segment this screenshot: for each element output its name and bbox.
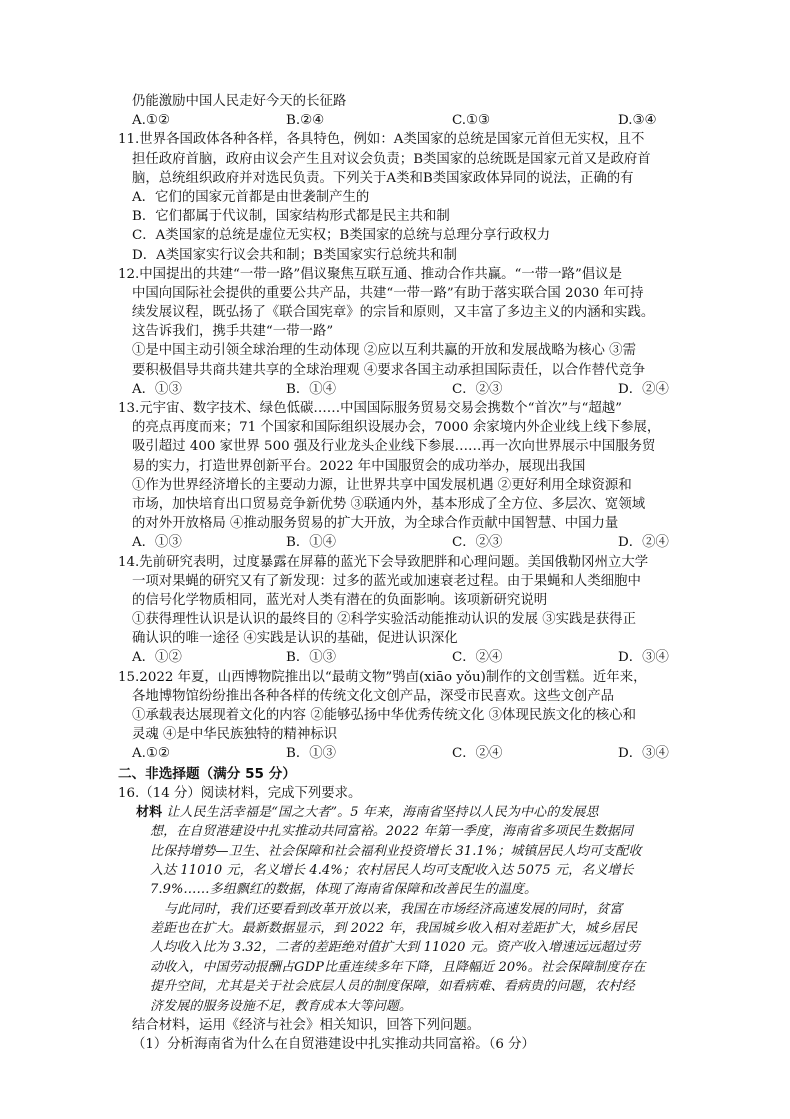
q14-stem-2: 一项对果蝇的研究又有了新发现：过多的蓝光或加速衰老过程。由于果蝇和人类细胞中 bbox=[132, 573, 641, 589]
q13-items-2: 市场，加快培育出口贸易竞争新优势 ③联通内外，基本形成了全方位、多层次、宽领域 bbox=[132, 496, 646, 512]
q14-option-b: B．①③ bbox=[286, 650, 337, 666]
material-label: 材料 bbox=[136, 804, 163, 820]
q13-items-1: ①作为世界经济增长的主要动力源，让世界共享中国发展机遇 ②更好利用全球资源和 bbox=[132, 477, 632, 493]
q16-material-line: 差距也在扩大。最新数据显示，到 2022 年，我国城乡收入相对差距扩大，城乡居民 bbox=[150, 921, 638, 937]
q12-option-d: D．②④ bbox=[618, 381, 669, 397]
q15-items-1: ①承载表达展现着文化的内容 ②能够弘扬中华优秀传统文化 ③体现民族文化的核心和 bbox=[132, 708, 636, 723]
q16-material-line: 比保持增势—卫生、社会保障和社会福利业投资增长 31.1%；城镇居民人均可支配收 bbox=[150, 843, 642, 859]
q16-material-line: 动收入，中国劳动报酬占GDP比重连续多年下降，且降幅近 20%。社会保障制度存在 bbox=[150, 959, 646, 975]
q10-option-c: C.①③ bbox=[452, 113, 491, 129]
q15-option-d: D．③④ bbox=[618, 746, 669, 762]
q12-stem-3: 续发展议程，既弘扬了《联合国宪章》的宗旨和原则，又丰富了多边主义的内涵和实践。 bbox=[132, 305, 655, 321]
q15-option-c: C．②④ bbox=[452, 746, 503, 762]
q16-material-text: 让人民生活幸福是“国之大者”。5 年来，海南省坚持以人民为中心的发展思 bbox=[162, 804, 599, 820]
q12-option-a: A．①③ bbox=[132, 381, 182, 397]
q16-material-line: 人均收入比为 3.32，二者的差距绝对值扩大到 11020 元。资产收入增速远远超过劳 bbox=[150, 940, 640, 956]
q12-option-c: C．②③ bbox=[452, 381, 503, 397]
q12-items-1: ①是中国主动引领全球治理的生动体现 ②应以互利共赢的开放和发展战略为核心 ③需 bbox=[132, 343, 636, 359]
q15-items-2: 灵魂 ④是中华民族独特的精神标识 bbox=[132, 727, 338, 743]
q13-stem-4: 易的实力，打造世界创新平台。2022 年中国服贸会的成功举办，展现出我国 bbox=[132, 458, 586, 474]
q11-stem-3: 脑，总统组织政府并对选民负责。下列关于A类和B类国家政体异同的说法，正确的有 bbox=[132, 170, 634, 186]
q10-option-b: B.②④ bbox=[286, 113, 325, 129]
q10-option-a: A.①② bbox=[132, 113, 170, 129]
q14-option-a: A．①② bbox=[132, 650, 182, 666]
q16-material-line: 与此同时，我们还要看到改革开放以来，我国在市场经济高速发展的同时，贫富 bbox=[164, 901, 623, 917]
q16-material-line: 济发展的服务设施不足，教育成本大等问题。 bbox=[150, 998, 413, 1014]
q16-material-line: 入达 11010 元，名义增长 4.4%；农村居民人均可支配收入达 5075 元，名义增长 bbox=[150, 862, 634, 878]
q11-choice-b: B．它们都属于代议制，国家结构形式都是民主共和制 bbox=[132, 209, 450, 225]
q14-stem-1: 14.先前研究表明，过度暴露在屏幕的蓝光下会导致肥胖和心理问题。美国俄勒冈州立大学 bbox=[118, 554, 649, 570]
q10-options bbox=[118, 111, 678, 130]
q10-option-d: D.③④ bbox=[618, 113, 657, 129]
q15-stem-1: 15.2022 年夏，山西博物院推出以“最萌文物”鸮卣(xiāo yǒu)制作的文创雪糕。近年来， bbox=[118, 669, 647, 685]
q10-tail: 仍能激励中国人民走好今天的长征路 bbox=[132, 94, 347, 109]
q16-material-line: 想，在自贸港建设中扎实推动共同富裕。2022 年第一季度，海南省多项民生数据同 bbox=[150, 824, 634, 840]
q16-material-line bbox=[118, 803, 678, 822]
q12-stem-1: 12.中国提出的共建“一带一路”倡议聚焦互联互通、推动合作共赢。“一带一路”倡议是 bbox=[118, 266, 622, 282]
q11-choice-a: A．它们的国家元首都是由世袭制产生的 bbox=[132, 189, 370, 205]
q11-choice-c: C．A类国家的总统是虚位无实权；B类国家的总统与总理分享行政权力 bbox=[132, 228, 551, 244]
q13-stem-3: 吸引超过 400 家世界 500 强及行业龙头企业线下参展……再一次向世界展示中国服务贸 bbox=[132, 439, 656, 455]
q12-items-2: 要积极倡导共商共建共享的全球治理观 ④要求各国主动承担国际责任，以合作替代竞争 bbox=[132, 362, 646, 378]
q13-stem-1: 13.元宇宙、数字技术、绿色低碳……中国国际服务贸易交易会携数个“首次”与“超越” bbox=[118, 401, 622, 416]
q14-items-1: ①获得理性认识是认识的最终目的 ②科学实验活动能推动认识的发展 ③实践是获得正 bbox=[132, 612, 636, 628]
q12-stem-4: 这告诉我们，携手共建“一带一路” bbox=[132, 324, 334, 340]
q12-options bbox=[118, 380, 678, 399]
q13-option-b: B．①④ bbox=[286, 535, 337, 551]
q13-options bbox=[118, 533, 678, 552]
q16-sub-question-1: （1）分析海南省为什么在自贸港建设中扎实推动共同富裕。（6 分） bbox=[132, 1037, 535, 1053]
q14-option-c: C．②④ bbox=[452, 650, 503, 666]
q13-option-d: D．②④ bbox=[618, 535, 669, 551]
q16-material-line: 7.9%……多组飘红的数据，体现了海南省保障和改善民生的温度。 bbox=[150, 882, 538, 898]
q14-stem-3: 的信号化学物质相同，蓝光对人类有潜在的负面影响。该项新研究说明 bbox=[132, 592, 548, 608]
q13-option-a: A．①③ bbox=[132, 535, 182, 551]
q12-stem-2: 中国向国际社会提供的重要公共产品，共建“一带一路”有助于落实联合国 2030 年可持 bbox=[132, 285, 644, 301]
q11-choice-d: D．A类国家实行议会共和制；B类国家实行总统共和制 bbox=[132, 247, 457, 263]
q14-option-d: D．③④ bbox=[618, 650, 669, 666]
section-2-title: 二、非选择题（满分 55 分） bbox=[118, 765, 296, 782]
q15-options bbox=[118, 744, 678, 763]
q16-header: 16.（14 分）阅读材料，完成下列要求。 bbox=[118, 785, 362, 801]
q13-stem-2: 的亮点再度而来；71 个国家和国际组织设展办会，7000 余家境内外企业线上线下参展， bbox=[132, 420, 661, 436]
q14-options bbox=[118, 648, 678, 667]
q15-option-a: A.①② bbox=[132, 746, 170, 762]
q11-stem-1: 11.世界各国政体各种各样，各具特色，例如：A类国家的总统是国家元首但无实权，且不 bbox=[118, 132, 645, 148]
exam-page bbox=[118, 92, 678, 1055]
q13-items-3: 的对外开放格局 ④推动服务贸易的扩大开放，为全球合作贡献中国智慧、中国力量 bbox=[132, 516, 619, 532]
q13-option-c: C．②③ bbox=[452, 535, 503, 551]
q11-stem-2: 担任政府首脑，政府由议会产生且对议会负责；B类国家的总统既是国家元首又是政府首 bbox=[132, 151, 651, 167]
q15-stem-2: 各地博物馆纷纷推出各种各样的传统文化文创产品，深受市民喜欢。这些文创产品 bbox=[132, 688, 615, 704]
q12-option-b: B．①④ bbox=[286, 381, 337, 397]
q16-material-line: 提升空间，尤其是关于社会底层人员的制度保障，如看病难、看病贵的问题，农村经 bbox=[150, 979, 635, 995]
q14-items-2: 确认识的唯一途径 ④实践是认识的基础，促进认识深化 bbox=[132, 631, 458, 647]
q15-option-b: B．①③ bbox=[286, 746, 337, 762]
q16-instruction: 结合材料，运用《经济与社会》相关知识，回答下列问题。 bbox=[132, 1018, 481, 1034]
